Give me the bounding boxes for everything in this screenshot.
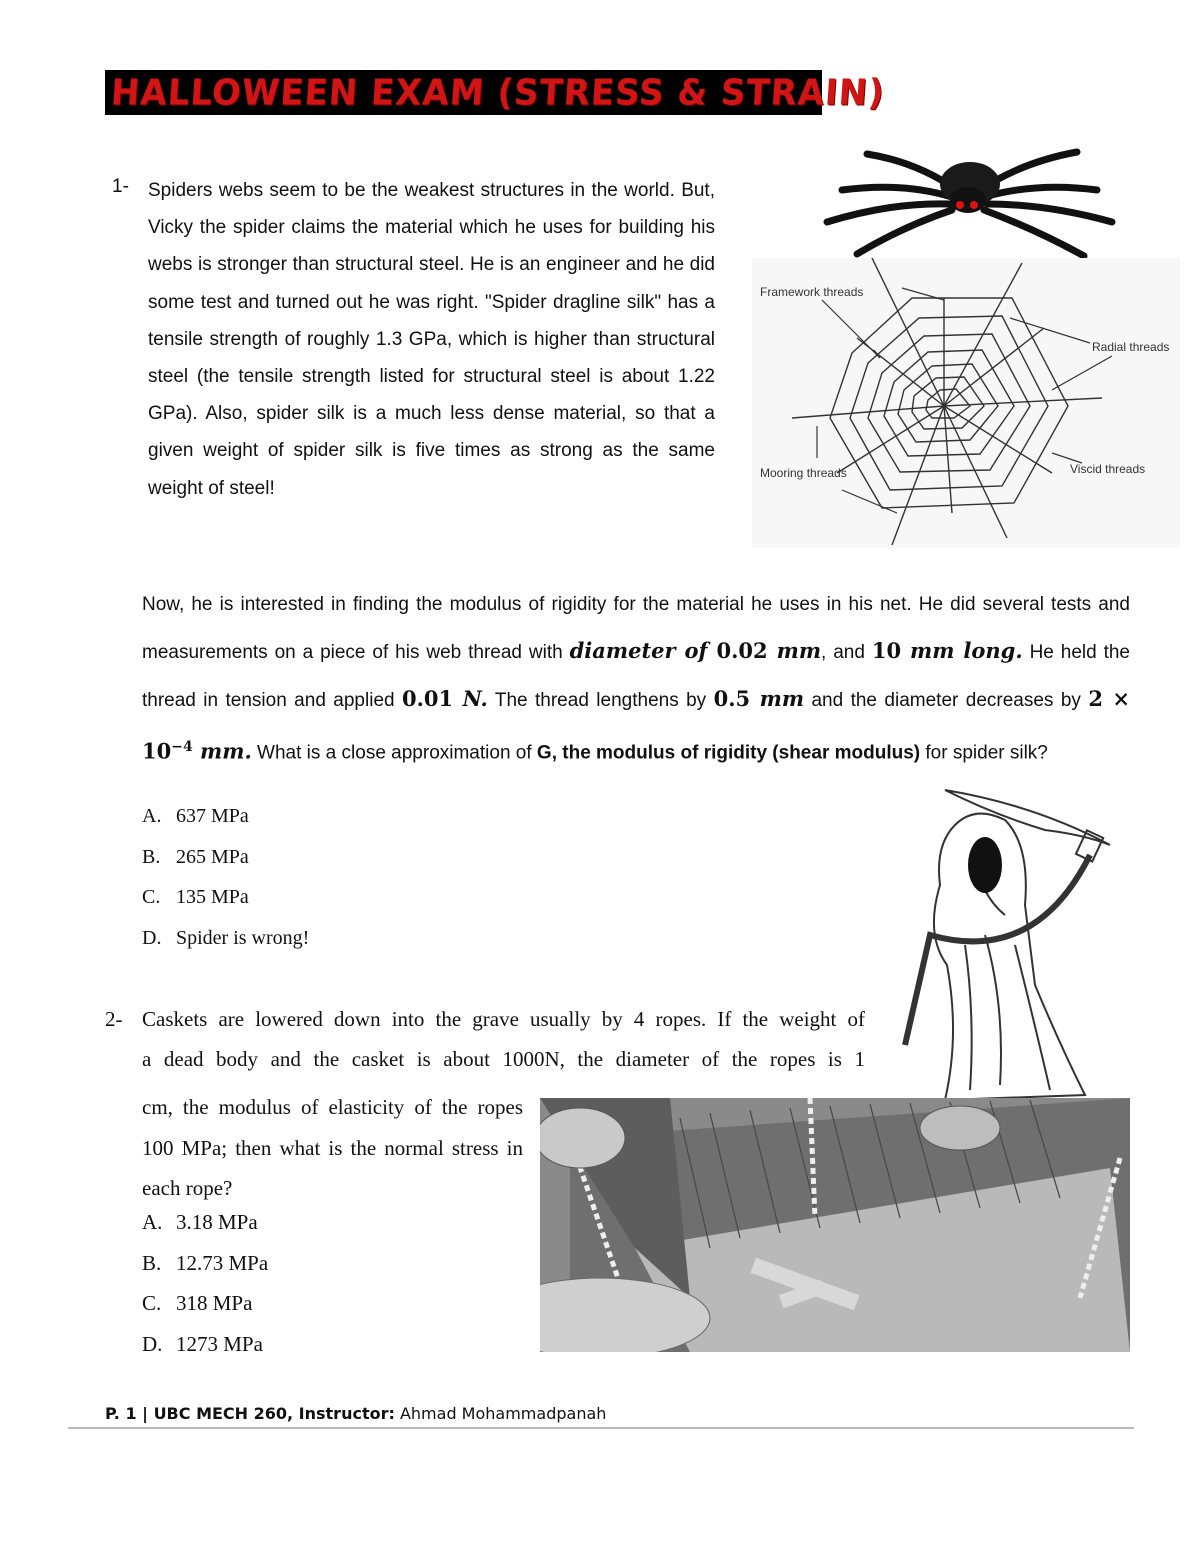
option-item — [142, 1251, 268, 1292]
question-1-options — [142, 805, 309, 967]
question-2-options — [142, 1210, 268, 1372]
q1-text-f: What is a close approximation of — [251, 742, 537, 764]
q1-diameter-change-value: 2 × 10 — [142, 686, 1130, 764]
footer-page-number: P. 1 — [105, 1404, 137, 1423]
option-letter: A. — [142, 1210, 163, 1234]
q1-diameter-unit: mm — [776, 638, 822, 663]
page-footer — [105, 1404, 606, 1423]
option-text: 12.73 MPa — [176, 1250, 269, 1275]
question-2-line-1: Caskets are lowered down into the grave usually by 4 ropes. If the weight of — [142, 1007, 865, 1031]
option-letter: A. — [142, 805, 162, 827]
banner-title: HALLOWEEN EXAM (STRESS & STRAIN) — [109, 71, 887, 114]
q1-text-c: He held the thread in tension and applied — [142, 642, 1130, 711]
label-viscid-threads: Viscid threads — [1070, 462, 1146, 476]
q1-elongation-unit: mm — [759, 686, 805, 711]
option-item — [142, 1210, 268, 1251]
option-item — [142, 805, 309, 846]
option-letter: B. — [142, 1250, 162, 1275]
question-2-line-2: a dead body and the casket is about 1000N, the diameter of the ropes is 1 — [142, 1047, 865, 1071]
label-framework-threads: Framework threads — [760, 285, 864, 299]
grave-image — [540, 1098, 1130, 1352]
title-banner — [105, 70, 887, 115]
question-2-rest: cm, the modulus of elasticity of the ropes 100 MPa; then what is the normal stress in each rope? — [142, 1095, 523, 1200]
spider-image — [822, 142, 1117, 260]
option-item — [142, 1332, 268, 1373]
q1-length-unit: mm long. — [910, 638, 1023, 663]
q1-force-value: 0.01 — [402, 686, 463, 711]
option-text: 318 MPa — [176, 1291, 253, 1315]
grim-reaper-image — [885, 785, 1140, 1100]
option-letter: C. — [142, 886, 161, 908]
q1-text-bold: G, the modulus of rigidity (shear modulus) — [536, 742, 921, 764]
option-text: Spider is wrong! — [176, 926, 310, 949]
footer-divider — [68, 1427, 1134, 1429]
option-text: 265 MPa — [176, 845, 249, 868]
option-letter: C. — [142, 1291, 162, 1315]
label-radial-threads: Radial threads — [1092, 340, 1170, 354]
question-1-number: 1- — [112, 176, 129, 197]
option-letter: D. — [142, 1331, 163, 1356]
q1-force-unit: N. — [462, 686, 488, 711]
q1-diameter-label: diameter of — [569, 638, 717, 663]
q1-diameter-value: 0.02 — [716, 638, 777, 663]
label-mooring-threads: Mooring threads — [760, 466, 847, 480]
question-2-number: 2- — [105, 1007, 123, 1031]
q1-text-a: Now, he is interested in finding the modulus of rigidity for the material he uses in his net. He did several tests and measurements on a piece of his web thread with — [142, 594, 1130, 663]
q1-elongation-value: 0.5 — [713, 686, 760, 711]
footer-instructor: Ahmad Mohammadpanah — [394, 1404, 607, 1423]
q1-text-b: , and — [821, 642, 872, 663]
option-item — [142, 886, 309, 927]
q1-diameter-change-unit: mm. — [192, 738, 252, 764]
q1-text-d: The thread lengthens by — [487, 690, 714, 711]
q1-text-e: and the diameter decreases by — [804, 690, 1089, 711]
footer-course: UBC MECH 260, Instructor: — [153, 1404, 395, 1423]
q1-length-value: 10 — [871, 638, 911, 663]
footer-separator: | — [136, 1404, 154, 1423]
q1-text-h: for spider silk? — [920, 742, 1048, 764]
option-item — [142, 927, 309, 968]
q1-diameter-change-exponent: −4 — [171, 739, 193, 755]
option-text: 135 MPa — [176, 886, 249, 908]
option-item — [142, 846, 309, 887]
spider-web-diagram — [752, 258, 1180, 548]
question-1-body — [142, 582, 1130, 776]
question-1-intro: Spiders webs seem to be the weakest structures in the world. But, Vicky the spider claims the material which he uses for building his webs is stronger than structural steel. He is an engineer and he did some test and turned out he was right. "Spider dragline silk" has a tensile strength of roughly 1.3 GPa, which is higher than structural steel (the tensile strength listed for structural steel is about 1.22 GPa). Also, spider silk is a much less dense material, so that a given weight of spider silk is five times as strong as the same weight of steel! — [148, 180, 715, 499]
option-text: 3.18 MPa — [176, 1210, 258, 1234]
option-letter: D. — [142, 926, 162, 949]
option-item — [142, 1291, 268, 1332]
option-text: 637 MPa — [176, 805, 249, 827]
option-text: 1273 MPa — [176, 1331, 263, 1356]
option-letter: B. — [142, 845, 161, 868]
